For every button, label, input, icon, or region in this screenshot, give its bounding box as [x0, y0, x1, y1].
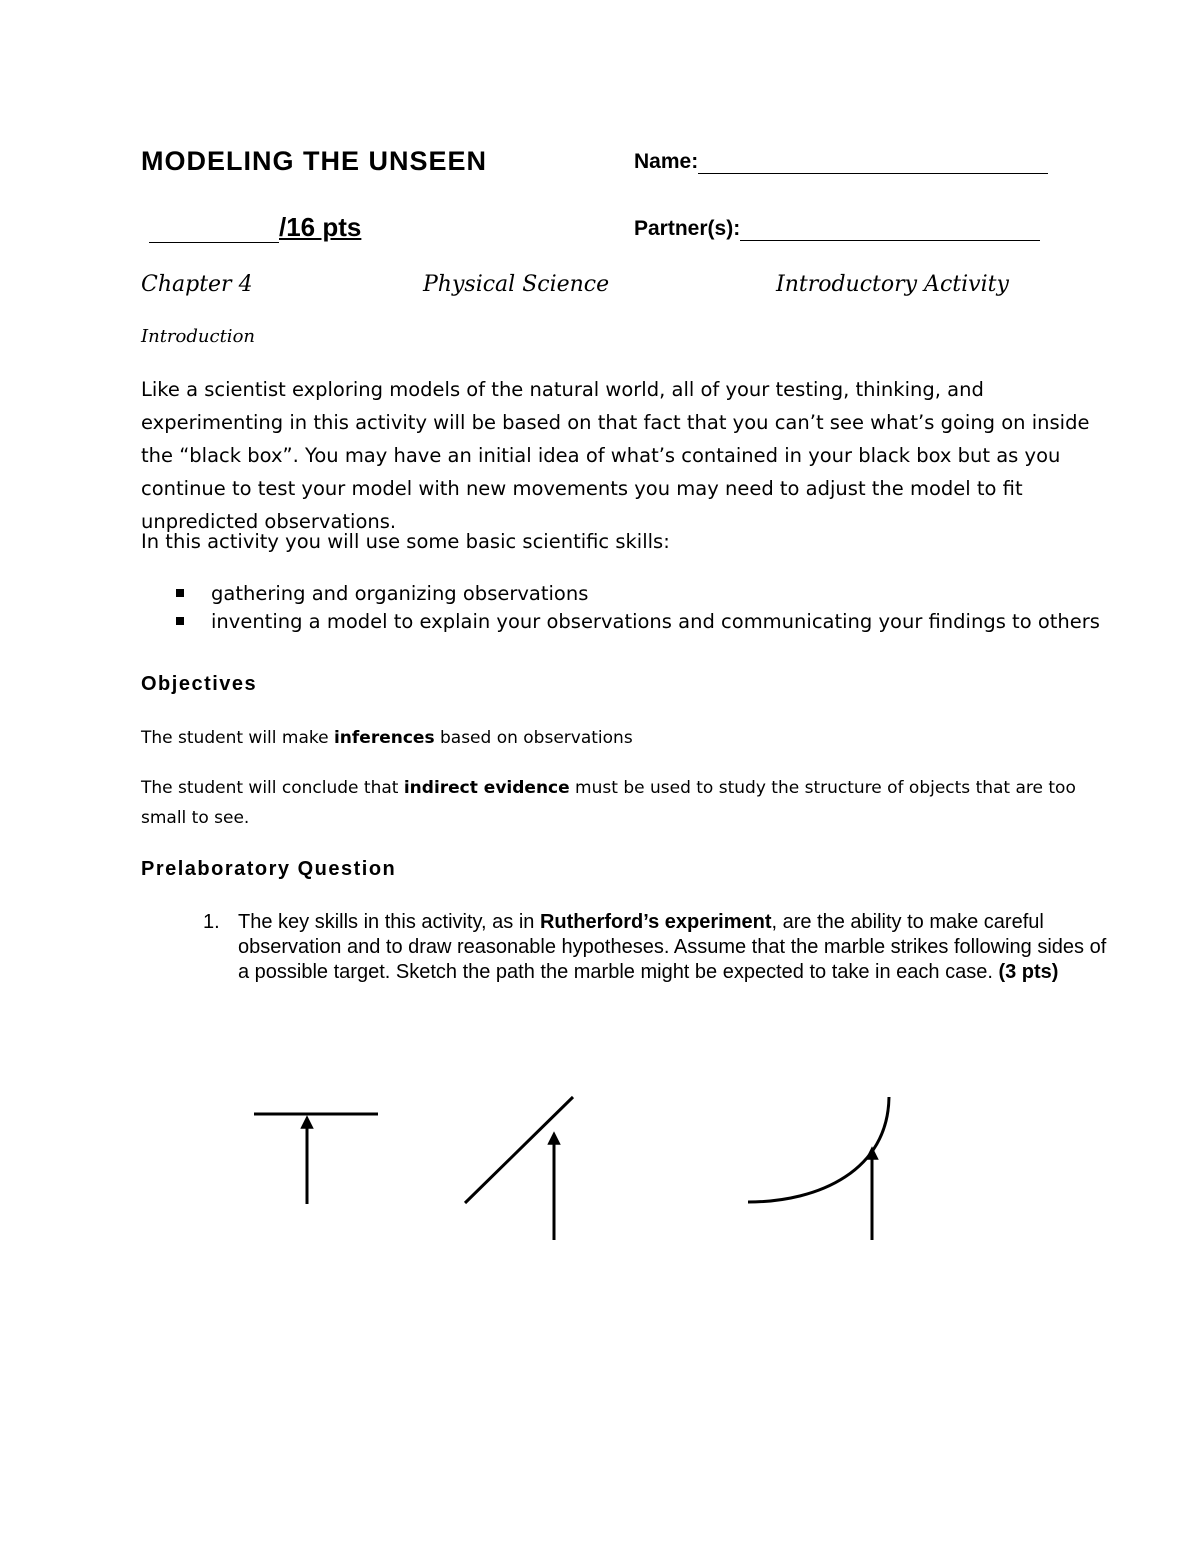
name-label: Name:	[634, 150, 699, 173]
objective-2-keyword: indirect evidence	[403, 778, 570, 798]
angled-target-surface	[465, 1097, 573, 1203]
subject-label: Physical Science	[423, 272, 610, 297]
angled-target-diagram[interactable]	[465, 1097, 573, 1240]
page-title: MODELING THE UNSEEN	[141, 146, 488, 176]
question-points: (3 pts)	[998, 961, 1059, 983]
chapter-label: Chapter 4	[141, 272, 253, 297]
introduction-paragraph: Like a scientist exploring models of the natural world, all of your testing, thinking, and experimenting in this activity will be based on that fact that you can’t see what’s going on inside the “black box”. You may have an initial idea of what’s contained in your black box but as you continue to test your model with new movements you may need to adjust the model to fit unpredicted observations.	[141, 378, 1090, 533]
objective-1-keyword: inferences	[333, 728, 435, 748]
partner-label: Partner(s):	[634, 217, 741, 240]
question-text-end: , are the ability to make careful observation and to draw reasonable hypotheses. Assume that the marble strikes following sides of a possible target. Sketch the path the marble might be expected to take in each case.	[238, 911, 1107, 983]
question-number: 1.	[203, 911, 220, 933]
objective-1-text: The student will make	[141, 728, 334, 748]
flat-target-diagram[interactable]	[254, 1114, 378, 1204]
prelab-heading: Prelaboratory Question	[141, 858, 397, 880]
activity-label: Introductory Activity	[776, 272, 1009, 297]
curved-target-diagram[interactable]	[748, 1097, 889, 1240]
list-item: gathering and organizing observations	[141, 580, 1141, 608]
points-label: /16 pts	[279, 212, 362, 242]
objectives-heading: Objectives	[141, 673, 258, 695]
question-keyword: Rutherford’s experiment	[539, 911, 772, 933]
list-item: inventing a model to explain your observations and communicating your findings to others	[141, 608, 1141, 636]
objective-2-text: The student will conclude that	[141, 778, 404, 798]
question-text-start: The key skills in this activity, as in	[238, 911, 540, 933]
objective-2-text-end: must be used to study the structure of objects that are too small to see.	[141, 778, 1076, 828]
objective-1-text-end: based on observations	[434, 728, 633, 748]
curved-target-surface	[748, 1097, 889, 1202]
skills-intro: In this activity you will use some basic scientific skills:	[141, 530, 670, 553]
introduction-heading: Introduction	[141, 326, 255, 347]
